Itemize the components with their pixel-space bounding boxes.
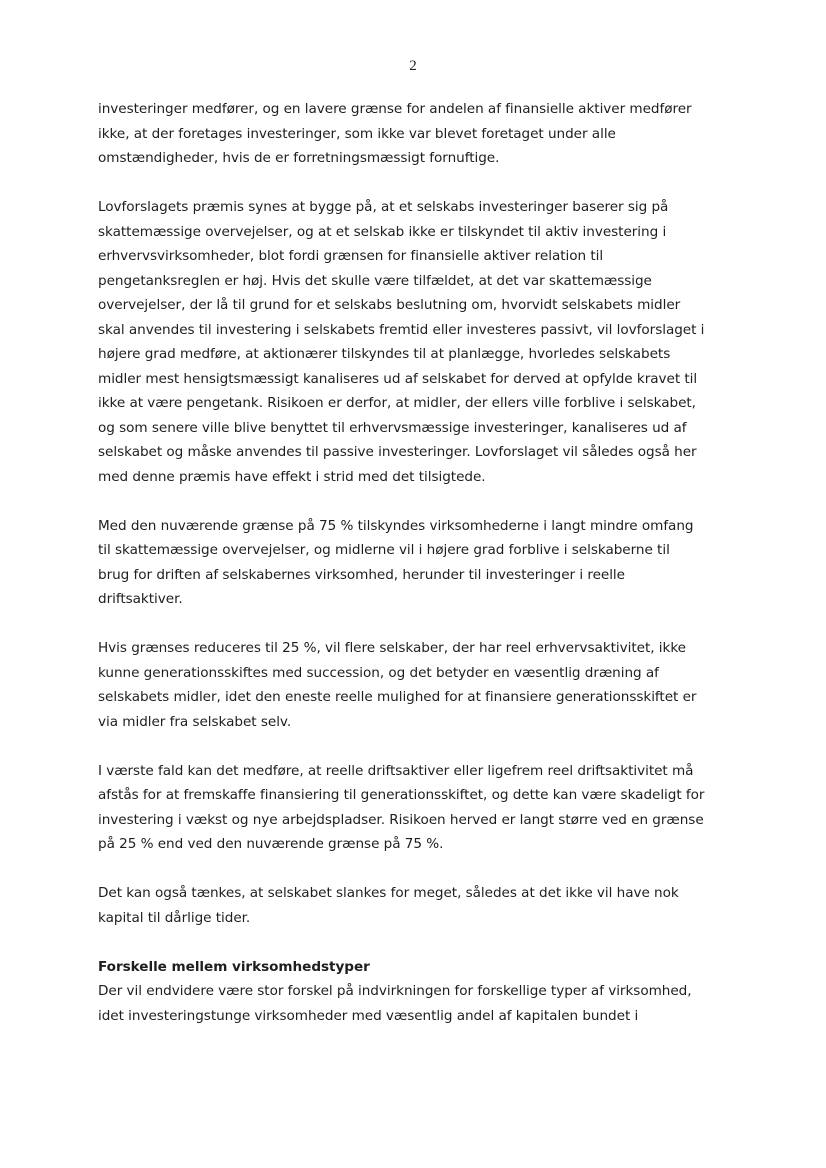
text-line: selskabet og måske anvendes til passive investeringer. Lovforslaget vil således også her [98,444,697,460]
text-line: Hvis grænses reduceres til 25 %, vil flere selskaber, der har reel erhvervsaktivitet, ikke [98,640,686,656]
text-line: driftsaktiver. [98,591,183,607]
paragraph-5 [98,759,758,857]
text-line: afstås for at fremskaffe finansiering til generationsskiftet, og dette kan være skadeligt for [98,787,705,803]
text-line: Med den nuværende grænse på 75 % tilskyndes virksomhederne i langt mindre omfang [98,517,694,534]
text-line: via midler fra selskabet selv. [98,713,292,730]
text-line: omstændigheder, hvis de er forretningsmæssigt fornuftige. [98,150,500,166]
paragraph-6 [98,881,758,930]
text-line: Det kan også tænkes, at selskabet slankes for meget, således at det ikke vil have nok [98,885,679,901]
text-line: kapital til dårlige tider. [98,909,251,926]
paragraph-1 [98,97,758,171]
text-line: Lovforslagets præmis synes at bygge på, at et selskabs investeringer baserer sig på [98,199,669,215]
text-line: Der vil endvidere være stor forskel på indvirkningen for forskellige typer af virksomhed, [98,983,692,999]
document-body [98,97,758,1028]
text-line: til skattemæssige overvejelser, og midlerne vil i højere grad forblive i selskaberne til [98,542,670,558]
text-line: investering i vækst og nye arbejdspladser. Risikoen herved er langt større ved en grænse [98,811,704,828]
text-line: højere grad medføre, at aktionærer tilskyndes til at planlægge, hvorledes selskabets [98,346,671,362]
text-line: erhvervsvirksomheder, blot fordi grænsen for finansielle aktiver relation til [98,248,604,264]
text-line: brug for driften af selskabernes virksomhed, herunder til investeringer i reelle [98,566,625,583]
text-line: ikke, at der foretages investeringer, som ikke var blevet foretaget under alle [98,125,616,142]
text-line: skal anvendes til investering i selskabets fremtid eller investeres passivt, vil lovforslaget i [98,321,705,338]
text-line: I værste fald kan det medføre, at reelle driftsaktiver eller ligefrem reel driftsaktivitet må [98,762,694,779]
text-line: og som senere ville blive benyttet til erhvervsmæssige investeringer, kanaliseres ud af [98,419,687,436]
section-heading: Forskelle mellem virksomhedstyper [98,958,370,975]
text-line: idet investeringstunge virksomheder med væsentlig andel af kapitalen bundet i [98,1007,639,1024]
paragraph-4 [98,636,758,734]
text-line: selskabets midler, idet den eneste reelle mulighed for at finansiere generationsskiftet er [98,689,697,705]
text-line: pengetanksreglen er høj. Hvis det skulle være tilfældet, at det var skattemæssige [98,272,652,289]
section-virksomhedstyper [98,955,758,1029]
paragraph-3 [98,514,758,612]
text-line: ikke at være pengetank. Risikoen er derfor, at midler, der ellers ville forblive i selskabet, [98,395,696,411]
text-line: på 25 % end ved den nuværende grænse på 75 %. [98,836,444,852]
paragraph-2 [98,195,758,489]
text-line: kunne generationsskiftes med succession, og det betyder en væsentlig dræning af [98,664,659,681]
text-line: investeringer medfører, og en lavere grænse for andelen af finansielle aktiver medfører [98,101,692,117]
text-line: skattemæssige overvejelser, og at et selskab ikke er tilskyndet til aktiv investering i [98,223,667,240]
text-line: med denne præmis have effekt i strid med det tilsigtede. [98,468,486,485]
text-line: midler mest hensigtsmæssigt kanaliseres ud af selskabet for derved at opfylde kravet til [98,370,698,387]
text-line: overvejelser, der lå til grund for et selskabs beslutning om, hvorvidt selskabets midler [98,297,681,313]
page-number: 2 [409,58,417,74]
